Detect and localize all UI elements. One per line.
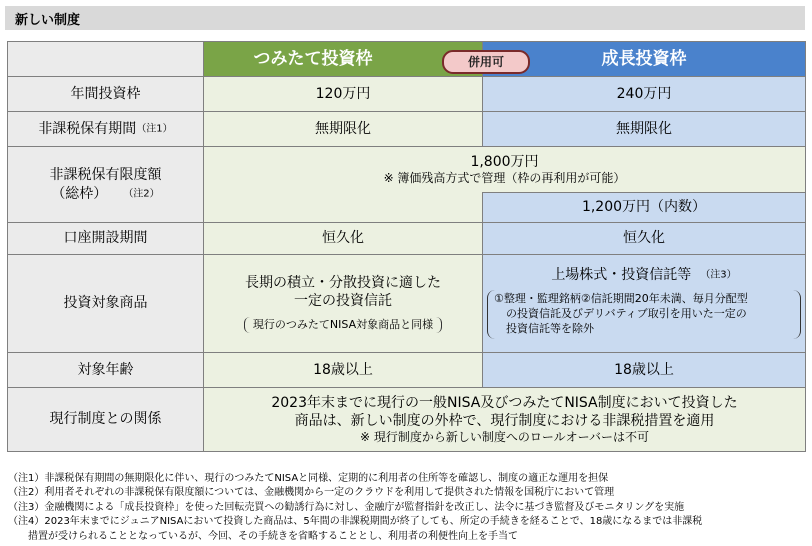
row-label-account: 口座開設期間 bbox=[8, 223, 204, 255]
row-label-products: 投資対象商品 bbox=[8, 255, 204, 353]
cell-age-seicho: 18歳以上 bbox=[483, 353, 806, 388]
footnote-4-cont: 措置が受けられることとなっているが、今回、その手続きを省略することとし、利用者の利便性向上を手当て bbox=[8, 530, 518, 542]
row-label-period: 非課税保有期間（注1） bbox=[8, 112, 204, 147]
header-seicho: 成長投資枠 bbox=[483, 42, 806, 77]
combined-use-badge: 併用可 bbox=[442, 50, 530, 74]
header-tsumitate: つみたて投資枠 bbox=[204, 42, 483, 77]
table-row-period bbox=[8, 112, 806, 147]
footnote-1: （注1）非課税保有期間の無期限化に伴い、現行のつみたてNISAと同様、定期的に利用者の住所等を確認し、制度の適正な運用を担保 bbox=[8, 473, 609, 484]
footnotes bbox=[8, 472, 808, 544]
table-row-limit bbox=[8, 147, 806, 193]
row-label-age: 対象年齢 bbox=[8, 353, 204, 388]
cell-annual-seicho: 240万円 bbox=[483, 77, 806, 112]
tsumitate-products-bracket: 現行のつみたてNISA対象商品と同様 bbox=[244, 317, 442, 333]
cell-products-seicho: 上場株式・投資信託等 （注3） ①整理・監理銘柄②信託期間20年未満、毎月分配型 の投資信託及びデリバティブ取引を用いた一定の 投資信託等を除外 bbox=[483, 255, 806, 353]
table-row-age bbox=[8, 353, 806, 388]
cell-age-tsumitate: 18歳以上 bbox=[204, 353, 483, 388]
table-row-account bbox=[8, 223, 806, 255]
cell-period-tsumitate: 無期限化 bbox=[204, 112, 483, 147]
section-title-bar bbox=[5, 6, 805, 30]
cell-period-seicho: 無期限化 bbox=[483, 112, 806, 147]
table-row-annual bbox=[8, 77, 806, 112]
row-label-annual: 年間投資枠 bbox=[8, 77, 204, 112]
footnote-3: （注3）金融機関による「成長投資枠」を使った回転売買への勧誘行為に対し、金融庁が監督指針を改正し、法令に基づき監督及びモニタリングを実施 bbox=[8, 501, 685, 513]
nisa-comparison-table bbox=[7, 41, 806, 452]
cell-account-seicho: 恒久化 bbox=[483, 223, 806, 255]
row-label-relation: 現行制度との関係 bbox=[8, 388, 204, 452]
cell-account-tsumitate: 恒久化 bbox=[204, 223, 483, 255]
footnote-2: （注2）利用者それぞれの非課税保有限度額については、金融機関から一定のクラウドを利用して提供された情報を国税庁において管理 bbox=[8, 487, 615, 499]
cell-limit-seicho: 1,200万円（内数） bbox=[483, 193, 806, 223]
table-header-row bbox=[8, 42, 806, 77]
cell-limit-tsumitate-empty bbox=[204, 193, 483, 223]
cell-annual-tsumitate: 120万円 bbox=[204, 77, 483, 112]
header-empty-cell bbox=[8, 42, 204, 77]
table-row-products bbox=[8, 255, 806, 353]
section-title: 新しい制度 bbox=[15, 13, 81, 28]
seicho-products-bracket: ①整理・監理銘柄②信託期間20年未満、毎月分配型 の投資信託及びデリバティブ取引を用いた一定の 投資信託等を除外 bbox=[487, 290, 801, 339]
cell-limit-total: 1,800万円 ※ 簿価残高方式で管理（枠の再利用が可能） bbox=[204, 147, 806, 193]
footnote-4: （注4）2023年末までにジュニアNISAにおいて投資した商品は、5年間の非課税期間が終了しても、所定の手続きを経ることで、18歳になるまでは非課税 bbox=[8, 516, 703, 528]
row-label-limit: 非課税保有限度額 （総枠） （注2） bbox=[8, 147, 204, 223]
cell-relation: 2023年末までに現行の一般NISA及びつみたてNISA制度において投資した 商品は、新しい制度の外枠で、現行制度における非課税措置を適用 ※ 現行制度から新しい制度へのロールオーバーは不可 bbox=[204, 388, 806, 452]
cell-products-tsumitate: 長期の積立・分散投資に適した 一定の投資信託 現行のつみたてNISA対象商品と同様 bbox=[204, 255, 483, 353]
table-row-relation bbox=[8, 388, 806, 452]
